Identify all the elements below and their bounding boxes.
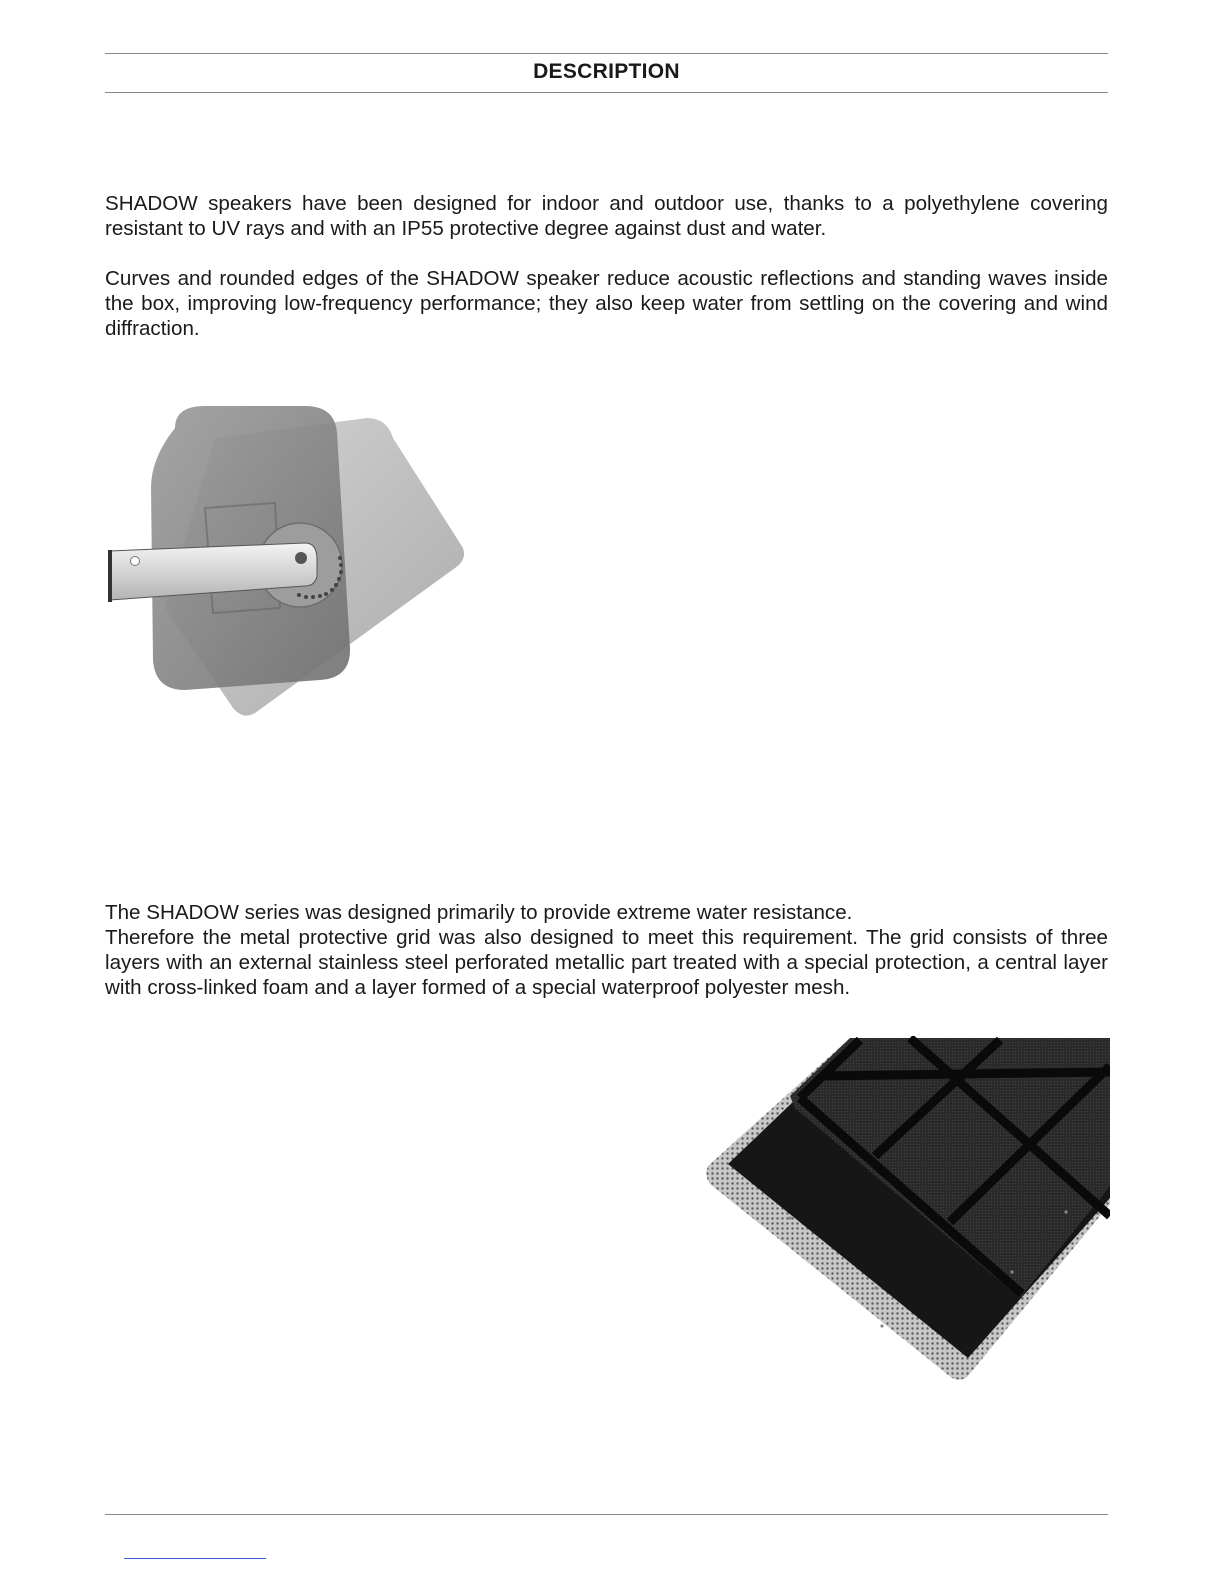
- protective-grid-image: [700, 1036, 1110, 1384]
- header-bottom-rule: [105, 92, 1108, 93]
- speaker-rotation-image: [105, 398, 470, 718]
- page-title: DESCRIPTION: [533, 60, 680, 83]
- footer-rule: [105, 1514, 1108, 1515]
- footer-link-underline: [124, 1558, 266, 1559]
- intro-paragraph: SHADOW speakers have been designed for indoor and outdoor use, thanks to a polyethylene covering resistant to UV rays and with an IP55 protective degree against dust and water.: [105, 192, 1108, 240]
- curves-paragraph: Curves and rounded edges of the SHADOW speaker reduce acoustic reflections and standing waves inside the box, improving low-frequency performance; they also keep water from settling on the covering and wind diffraction.: [105, 267, 1108, 340]
- header-top-rule: [105, 53, 1108, 54]
- grid-paragraph: The SHADOW series was designed primarily to provide extreme water resistance. Therefore the metal protective grid was also designed to meet this requirement. The grid consists of three layers with an external stainless steel perforated metallic part treated with a special protection, a central layer with cross-linked foam and a layer formed of a special waterproof polyester mesh.: [105, 901, 1108, 999]
